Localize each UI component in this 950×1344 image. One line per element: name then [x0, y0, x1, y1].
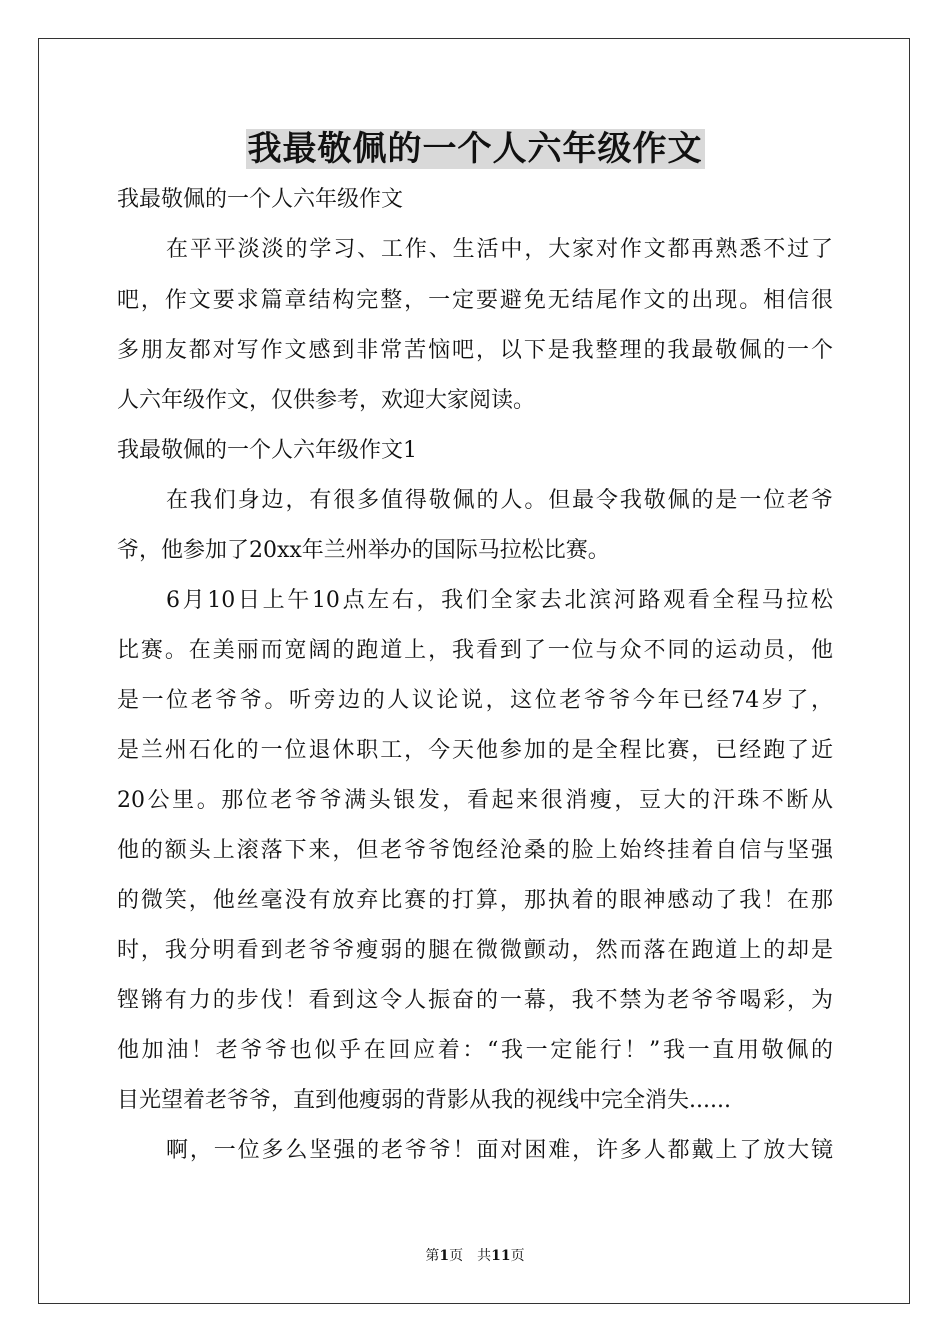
paragraph-line: 人六年级作文，仅供参考，欢迎大家阅读。 — [117, 388, 536, 413]
paragraph-line: 吧，作文要求篇章结构完整，一定要避免无结尾作文的出现。相信很 — [117, 288, 833, 313]
paragraph-line: 目光望着老爷爷，直到他瘦弱的背影从我的视线中完全消失...... — [117, 1088, 731, 1113]
paragraph-line: 在我们身边，有很多值得敬佩的人。但最令我敬佩的是一位老爷 — [166, 488, 833, 513]
total-pages: 11 — [491, 1248, 511, 1264]
paragraph-line: 铿锵有力的步伐！看到这令人振奋的一幕，我不禁为老爷爷喝彩，为 — [117, 988, 833, 1013]
paragraph-line: 是兰州石化的一位退休职工，今天他参加的是全程比赛，已经跑了近 — [117, 738, 833, 763]
paragraph-line: 20公里。那位老爷爷满头银发，看起来很消瘦，豆大的汗珠不断从 — [117, 788, 833, 813]
paragraph-line: 是一位老爷爷。听旁边的人议论说，这位老爷爷今年已经74岁了， — [117, 688, 833, 713]
paragraph-line: 啊，一位多么坚强的老爷爷！面对困难，许多人都戴上了放大镜 — [166, 1138, 833, 1163]
paragraph-line: 在平平淡淡的学习、工作、生活中，大家对作文都再熟悉不过了 — [166, 237, 833, 262]
subtitle-line: 我最敬佩的一个人六年级作文 — [117, 187, 404, 212]
page-suffix: 页 — [449, 1248, 464, 1264]
page-footer — [0, 1246, 950, 1266]
paragraph-line: 多朋友都对写作文感到非常苦恼吧，以下是我整理的我最敬佩的一个 — [117, 338, 833, 363]
total-prefix: 共 — [477, 1248, 492, 1264]
section-heading: 我最敬佩的一个人六年级作文1 — [117, 438, 417, 463]
paragraph-line: 他的额头上滚落下来，但老爷爷饱经沧桑的脸上始终挂着自信与坚强 — [117, 838, 833, 863]
total-suffix: 页 — [510, 1248, 525, 1264]
paragraph-line: 的微笑，他丝毫没有放弃比赛的打算，那执着的眼神感动了我！在那 — [117, 888, 833, 913]
paragraph-line: 6月10日上午10点左右，我们全家去北滨河路观看全程马拉松 — [166, 588, 833, 613]
document-title: 我最敬佩的一个人六年级作文 — [247, 129, 703, 169]
paragraph-line: 爷，他参加了20xx年兰州举办的国际马拉松比赛。 — [117, 538, 610, 563]
page-number: 1 — [439, 1248, 450, 1264]
paragraph-line: 他加油！老爷爷也似乎在回应着：“我一定能行！”我一直用敬佩的 — [117, 1038, 833, 1063]
paragraph-line: 比赛。在美丽而宽阔的跑道上，我看到了一位与众不同的运动员，他 — [117, 638, 833, 663]
page-prefix: 第 — [425, 1248, 440, 1264]
paragraph-line: 时，我分明看到老爷爷瘦弱的腿在微微颤动，然而落在跑道上的却是 — [117, 938, 833, 963]
